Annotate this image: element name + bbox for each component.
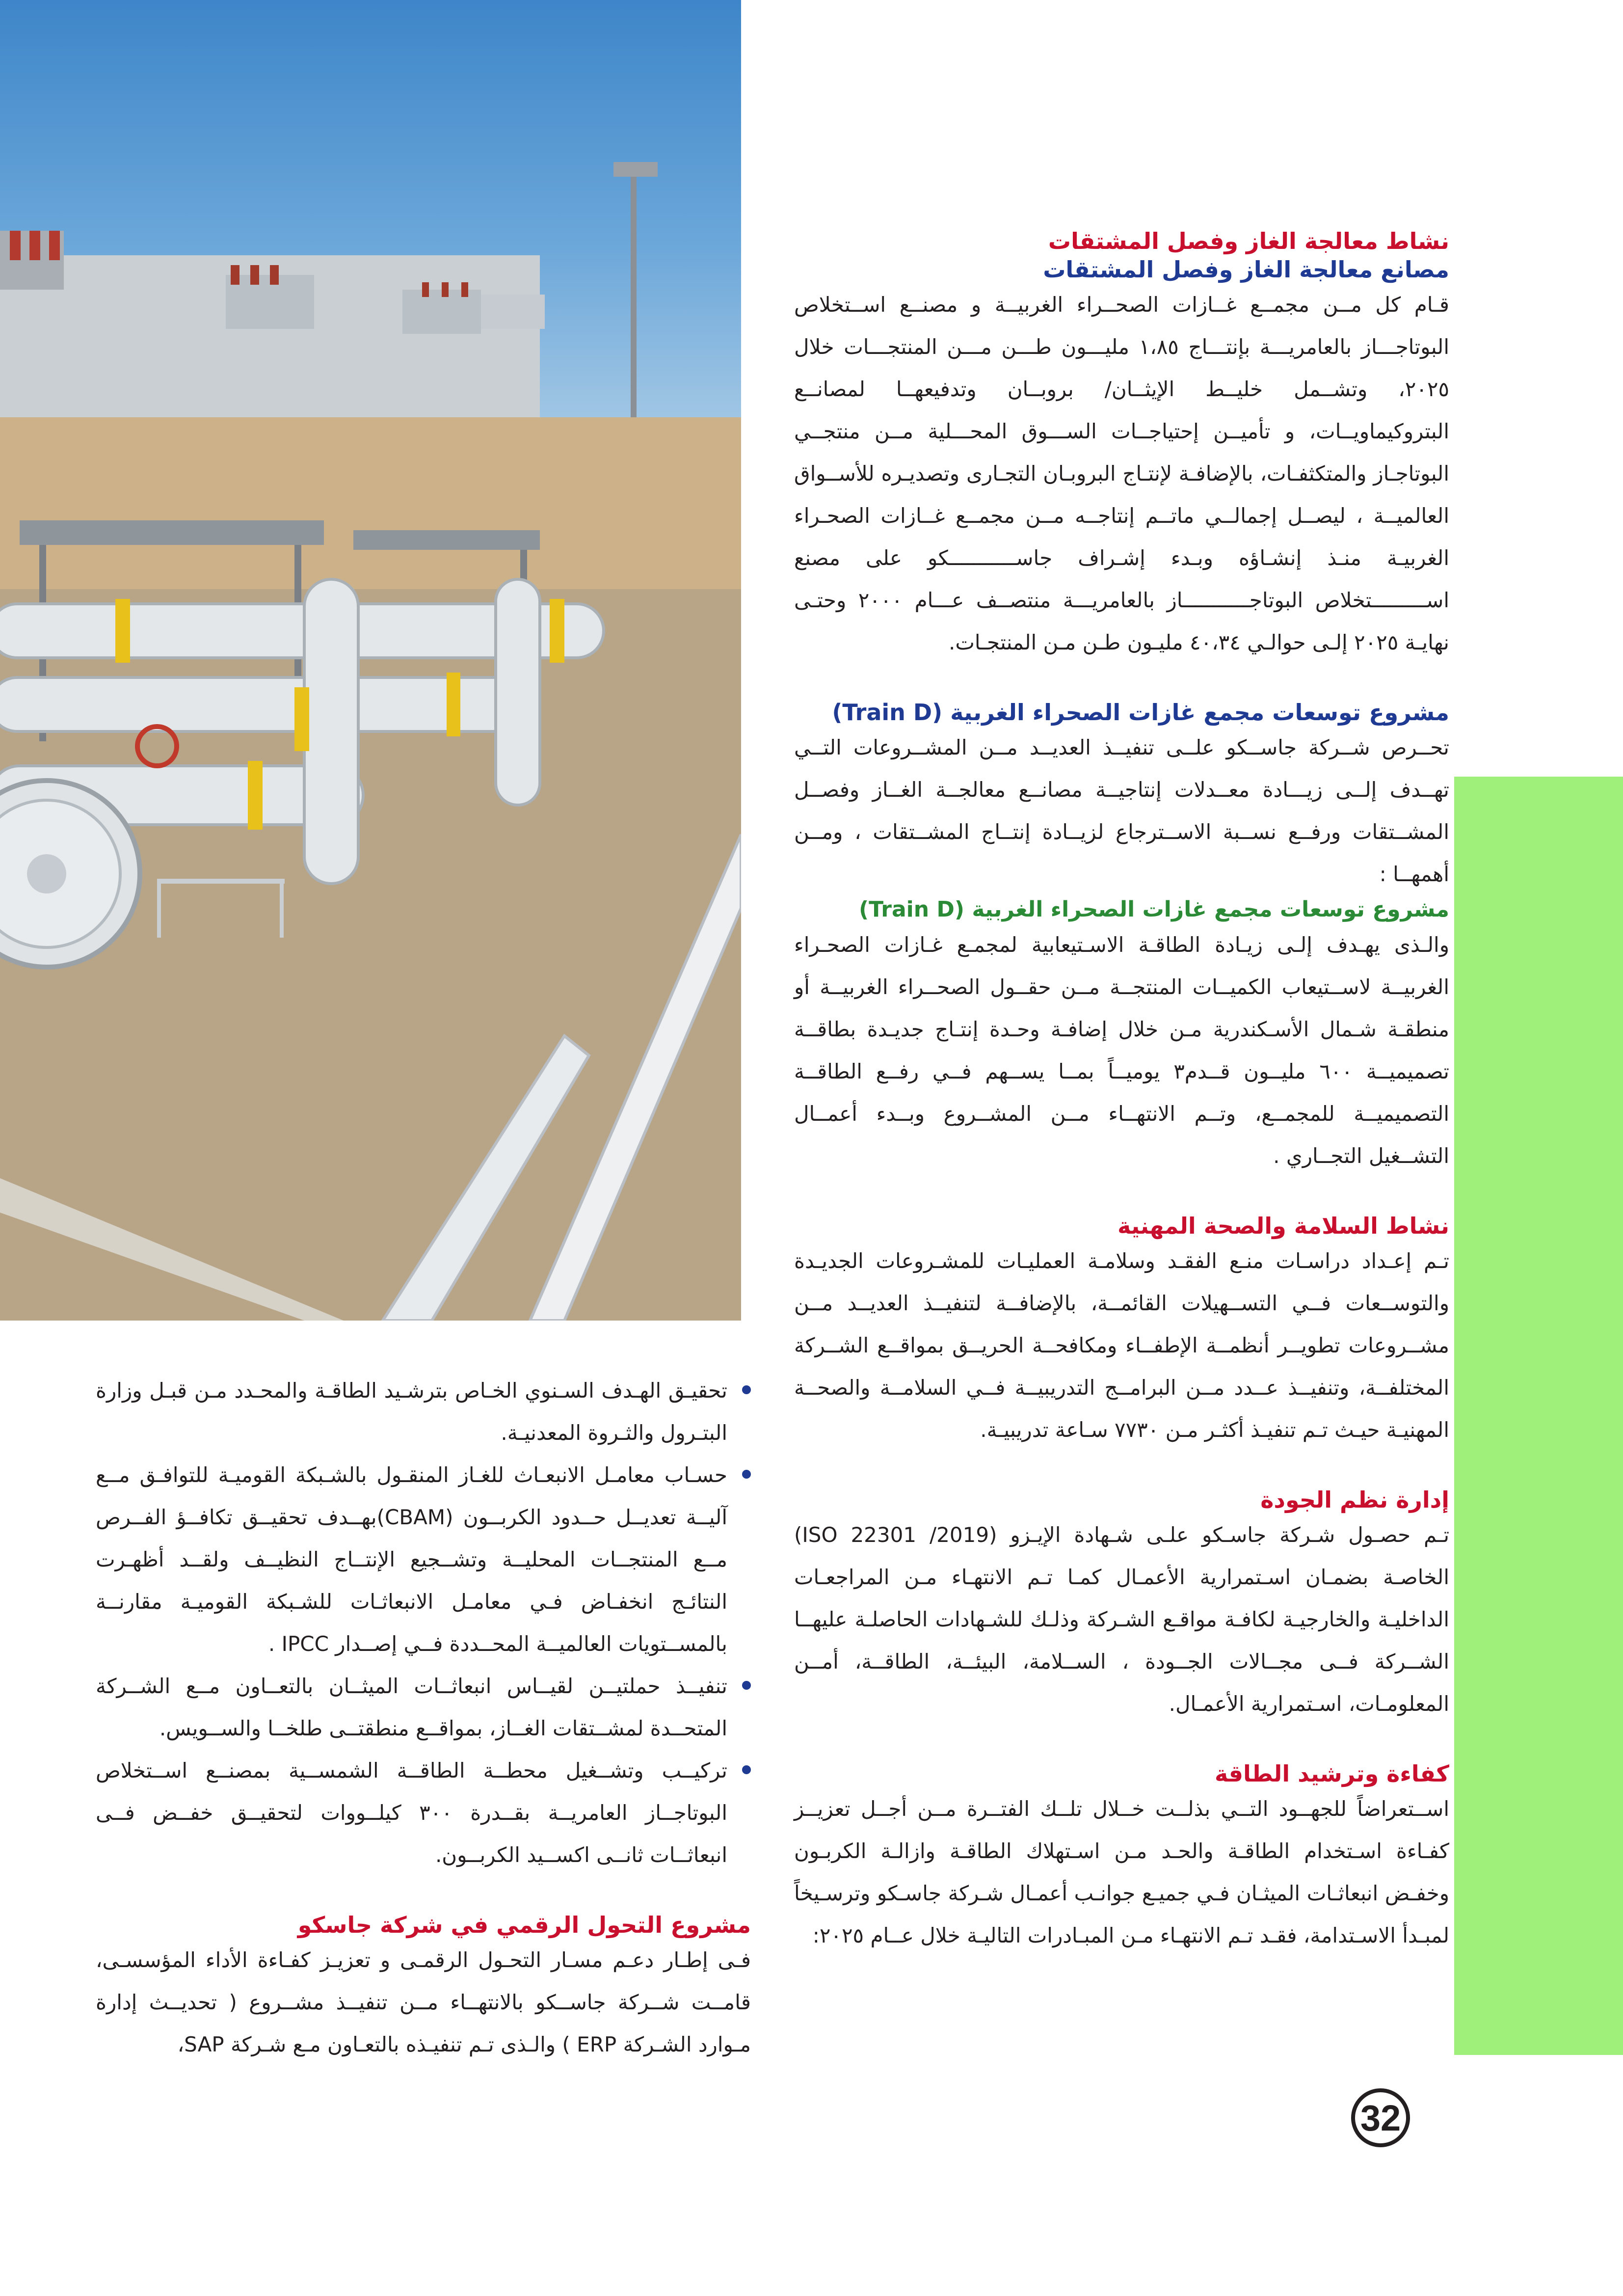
- plant-illustration: [0, 0, 741, 1321]
- list-item: تحقيـق الهـدف السـنوي الخـاص بترشـيد الطاقـة والمحـدد مـن قبـل وزارة البتـرول والثـروة المعدنيـة.: [96, 1370, 751, 1454]
- list-item: تنفيــذ حملتيــن لقيــاس انبعاثــات الميثــان بالتعــاون مــع الشــركة المتحــدة لمشــتقات الغــاز، بمواقــع منطقتــى طلخــا والســويس.: [96, 1665, 751, 1750]
- side-color-bar: [1454, 777, 1623, 2055]
- gas-section-subtitle: مصانع معالجة الغاز وفصل المشتقات: [1043, 256, 1449, 283]
- train-d-title: مشروع توسعات مجمع غازات الصحراء الغربية (Train D): [832, 699, 1449, 726]
- quality-title: إدارة نظم الجودة: [1260, 1486, 1449, 1513]
- right-column: [794, 227, 1449, 1957]
- bullet-icon: [742, 1385, 751, 1394]
- digital-title: مشروع التحول الرقمي في شركة جاسكو: [297, 1912, 751, 1938]
- quality-body: تـم حصـول شـركة جاسـكو علـى شـهادة الإيـزو (ISO 22301 /2019) الخاصـة بضمـان اسـتمرارية الأعمـال كمـا تـم الانتهـاء مـن المراجعـات الداخليـة والخارجيـة لكافـة مواقـع الشـركة وذلـك للشـهادات الحاصلـة عليهــا الشــركة فــى مجــالات الجــودة ، الســلامة، البيئــة، الطاقــة، أمــن المعلومـات، اسـتمرارية الأعمـال.: [794, 1523, 1450, 1716]
- bullet-icon: [742, 1765, 751, 1774]
- safety-body: تـم إعـداد دراسـات منـع الفقـد وسلامـة العمليـات للمشـروعات الجديـدة والتوســعات فــي التســهيلات القائمــة، بالإضافــة لتنفيــذ العديــد مــن مشــروعات تطويــر أنظمــة الإطفــاء ومكافحــة الحريــق بمواقــع الشــركة المختلفــة، وتنفيــذ عــدد مــن البرامــج التدريبيــة فــي السلامــة والصحــة المهنيـة حيـث تـم تنفيـذ أكثـر مـن ٧٧٣٠ سـاعة تدريبيـة.: [794, 1249, 1449, 1442]
- train-d-subtitle: مشروع توسعات مجمع غازات الصحراء الغربية (Train D): [858, 897, 1449, 922]
- gas-section-title: نشاط معالجة الغاز وفصل المشتقات: [1048, 228, 1449, 254]
- energy-body: اســتعراضاً للجهــود التــي بذلــت خــلال تلــك الفتــرة مــن أجــل تعزيــز كفـاءة اسـتخدام الطاقـة والحـد مـن اسـتهلاك الطاقـة وازالـة الكربـون وخفـض انبعاثـات الميثـان فـي جميـع جوانـب أعمـال شـركة جاسـكو وترسـيخاً لمبـدأ الاسـتدامة، فقـد تـم الانتهـاء مـن المبـادرات التاليـة خلال عــام ٢٠٢٥:: [794, 1797, 1449, 1947]
- page-number: 32: [1351, 2088, 1410, 2147]
- left-column: [96, 1370, 751, 2066]
- bullet-icon: [742, 1681, 751, 1690]
- train-d-body-2: والـذى يهـدف إلـى زيـادة الطاقـة الاسـتيعابية لمجمـع غـازات الصحـراء الغربيــة لاســتيعاب الكميــات المنتجــة مــن حقــول الصحــراء الغربيــة أو منطقـة شـمال الأسـكندرية مـن خلال إضافـة وحـدة إنتـاج جديـدة بطاقــة تصميميــة ٦٠٠ مليــون قــدم٣ يوميــاً بمــا يســهم فــي رفــع الطاقــة التصميميــة للمجمــع، وتــم الانتهــاء مــن المشــروع وبــدء أعمــال التشــغيل التجــاري .: [794, 933, 1449, 1168]
- energy-title: كفاءة وترشيد الطاقة: [1214, 1760, 1449, 1787]
- safety-title: نشاط السلامة والصحة المهنية: [1117, 1213, 1449, 1239]
- list-item: حسـاب معامـل الانبعـاث للغـاز المنقـول بالشـبكة القوميـة للتوافـق مــع آليــة تعديــل حــدود الكربــون (CBAM)بهــدف تحقيــق تكافــؤ الفــرص مــع المنتجــات المحليــة وتشــجيع الإنتــاج النظيــف ولقــد أظهـرت النتائـج انخفـاض فـي معامـل الانبعاثـات للشـبكة القوميـة مقارنــة بالمســتويات العالميــة المحــددة فــي إصــدار IPCC .: [96, 1454, 751, 1665]
- digital-body: فـى إطـار دعـم مسـار التحـول الرقمـى و تعزيـز كفـاءة الأداء المؤسسـى، قامــت شــركة جاســكو بالانتهــاء مــن تنفيــذ مشــروع ( تحديــث إدارة مـوارد الشـركة ERP ) والـذى تـم تنفيـذه بالتعـاون مـع شـركة SAP،: [96, 1948, 751, 2056]
- energy-initiatives-list: [96, 1370, 751, 1876]
- gas-section-body: قـام كل مــن مجمــع غــازات الصحــراء الغربيــة و مصنــع اســتخلاص البوتاجـــاز بالعامريـــة بإنتـــاج ١،٨٥ مليـــون طـــن مـــن المنتجـــات خلال ٢٠٢٥، وتشــمل خليــط الإيثــان/ بروبــان وتدفيعهــا لمصانــع البتروكيماويــات، و تأميــن إحتياجــات الســـوق المحـــلية مــن منتجــي البوتاجـاز والمتكثفـات، بالإضافـة لإنتـاج البروبـان التجـارى وتصديـره للأســواق العالميــة ، ليصــل إجمالــي ماتــم إنتاجــه مــن مجمــع غــازات الصحـراء الغربيـة منـذ إنشـاؤه وبـدء إشـراف جاســـــــــــكو على مصنع اســـــــــتخلاص البوتاجـــــــــــاز بالعامريـــة منتصــف عـــام ٢٠٠٠ وحتـى نهايـة ٢٠٢٥ إلـى حوالـي ٤٠،٣٤ مليـون طـن مـن المنتجـات.: [794, 293, 1449, 654]
- train-d-body: تحــرص شــركة جاســكو علــى تنفيــذ العديــد مــن المشــروعات التــي تهــدف إلــى زيـــادة معــدلات إنتاجيــة مصانــع معالجــة الغــاز وفصــل المشــتقات ورفــع نســبة الاســترجاع لزيــادة إنتــاج المشــتقات ، ومــن أهمهــا :: [794, 735, 1449, 886]
- list-item: تركيــب وتشــغيل محطــة الطاقــة الشمســية بمصنــع اســتخلاص البوتاجــاز العامريــة بقــدرة ٣٠٠ كيلــووات لتحقيــق خفــض فــى انبعاثــات ثانــى اكســيد الكربــون.: [96, 1750, 751, 1876]
- bullet-icon: [742, 1470, 751, 1479]
- plant-photo: [0, 0, 741, 1321]
